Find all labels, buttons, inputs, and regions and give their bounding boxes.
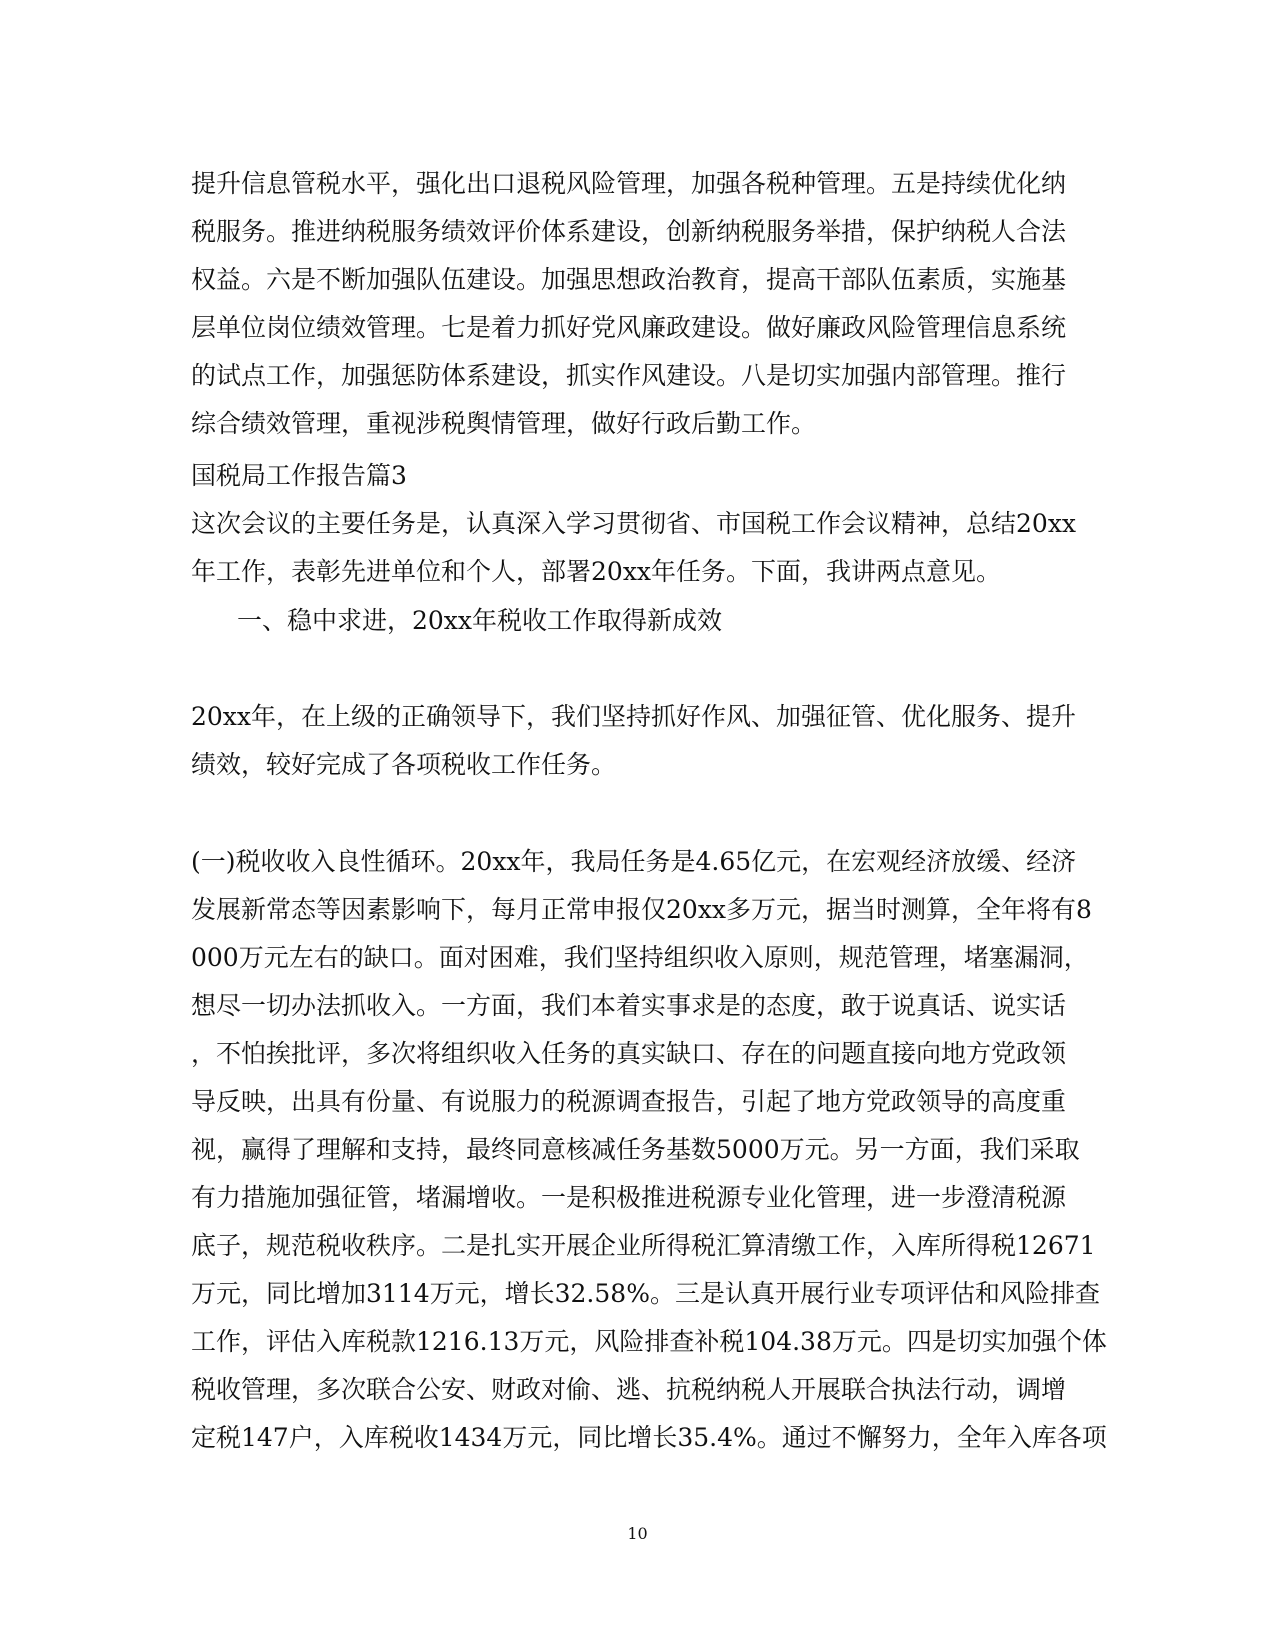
report-intro: [191, 452, 1076, 596]
text-line: 层单位岗位绩效管理。七是着力抓好党风廉政建设。做好廉政风险管理信息系统: [191, 313, 1067, 342]
text-line: 的试点工作，加强惩防体系建设，抓实作风建设。八是切实加强内部管理。推行: [191, 361, 1067, 390]
text-line: 定税147户，入库税收1434万元，同比增长35.4%。通过不懈努力，全年入库各项: [191, 1423, 1107, 1452]
text-line: 20xx年，在上级的正确领导下，我们坚持抓好作风、加强征管、优化服务、提升: [191, 702, 1077, 731]
paragraph-summary: [191, 693, 1076, 789]
text-line: 视，赢得了理解和支持，最终同意核减任务基数5000万元。另一方面，我们采取: [191, 1135, 1080, 1164]
text-line: 底子，规范税收秩序。二是扎实开展企业所得税汇算清缴工作，入库所得税12671: [191, 1231, 1096, 1260]
text-line: 提升信息管税水平，强化出口退税风险管理，加强各税种管理。五是持续优化纳: [191, 169, 1067, 198]
paragraph-continuation: [191, 160, 1076, 448]
paragraph-tax-revenue: [191, 838, 1107, 1462]
text-line: 想尽一切办法抓收入。一方面，我们本着实事求是的态度，敢于说真话、说实话: [191, 991, 1067, 1020]
text-line: 税服务。推进纳税服务绩效评价体系建设，创新纳税服务举措，保护纳税人合法: [191, 217, 1067, 246]
text-line: 发展新常态等因素影响下，每月正常申报仅20xx多万元，据当时测算，全年将有8: [191, 895, 1092, 924]
text-line: 工作，评估入库税款1216.13万元，风险排查补税104.38万元。四是切实加强个体: [191, 1327, 1107, 1356]
text-line: (一)税收收入良性循环。20xx年，我局任务是4.65亿元，在宏观经济放缓、经济: [191, 847, 1077, 876]
text-line: 权益。六是不断加强队伍建设。加强思想政治教育，提高干部队伍素质，实施基: [191, 265, 1067, 294]
text-line: 年工作，表彰先进单位和个人，部署20xx年任务。下面，我讲两点意见。: [191, 557, 1002, 586]
text-line: 这次会议的主要任务是，认真深入学习贯彻省、市国税工作会议精神，总结20xx: [191, 509, 1077, 538]
text-line: 绩效，较好完成了各项税收工作任务。: [191, 750, 617, 779]
text-line: 万元，同比增加3114万元，增长32.58%。三是认真开展行业专项评估和风险排查: [191, 1279, 1100, 1308]
section-heading: 一、稳中求进，20xx年税收工作取得新成效: [237, 606, 723, 635]
text-line: 导反映，出具有份量、有说服力的税源调查报告，引起了地方党政领导的高度重: [191, 1087, 1067, 1116]
section-heading-block: [191, 597, 1076, 645]
text-line: 税收管理，多次联合公安、财政对偷、逃、抗税纳税人开展联合执法行动，调增: [191, 1375, 1067, 1404]
text-line: 000万元左右的缺口。面对困难，我们坚持组织收入原则，规范管理，堵塞漏洞，: [191, 943, 1089, 972]
text-line: 有力措施加强征管，堵漏增收。一是积极推进税源专业化管理，进一步澄清税源: [191, 1183, 1067, 1212]
report-title: 国税局工作报告篇3: [191, 461, 407, 490]
text-line: ，不怕挨批评，多次将组织收入任务的真实缺口、存在的问题直接向地方党政领: [191, 1039, 1067, 1068]
page-number: 10: [627, 1524, 648, 1543]
text-line: 综合绩效管理，重视涉税舆情管理，做好行政后勤工作。: [191, 409, 817, 438]
